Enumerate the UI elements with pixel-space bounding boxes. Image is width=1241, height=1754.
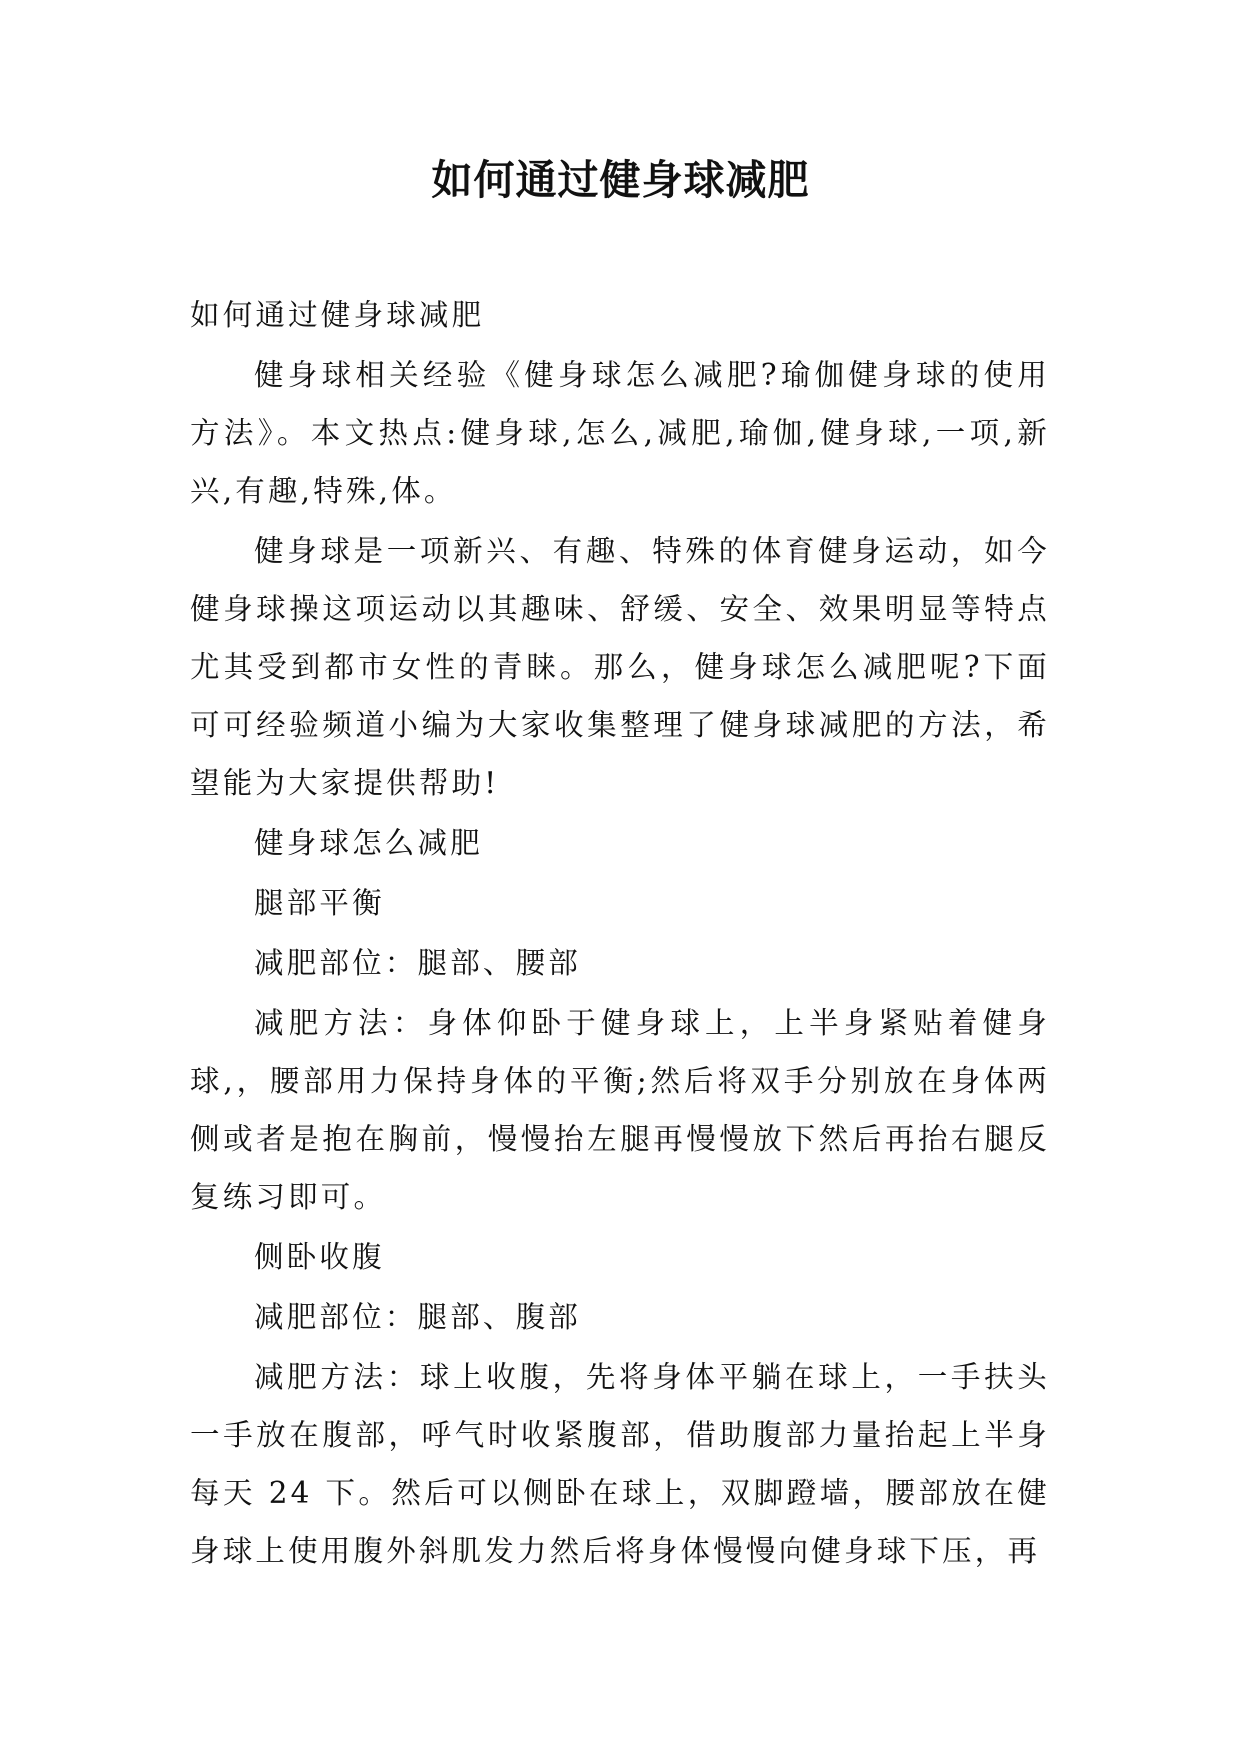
paragraph-related-experience: 健身球相关经验《健身球怎么减肥?瑜伽健身球的使用方法》。本文热点:健身球,怎么,减肥,瑜伽,健身球,一项,新兴,有趣,特殊,体。 [190, 358, 1050, 508]
document-title: 如何通过健身球减肥 [431, 156, 810, 204]
paragraph-heading: 如何通过健身球减肥 [190, 298, 485, 332]
section-heading-how-to-lose-weight: 健身球怎么减肥 [254, 826, 483, 860]
exercise-target-areas: 减肥部位：腿部、腰部 [254, 946, 582, 980]
paragraph-intro: 健身球是一项新兴、有趣、特殊的体育健身运动，如今健身球操这项运动以其趣味、舒缓、安全、效果明显等特点尤其受到都市女性的青睐。那么，健身球怎么减肥呢?下面可可经验频道小编为大家收集整理了健身球减肥的方法，希望能为大家提供帮助! [190, 534, 1050, 800]
exercise-method: 减肥方法：球上收腹，先将身体平躺在球上，一手扶头一手放在腹部，呼气时收紧腹部，借助腹部力量抬起上半身每天 24 下。然后可以侧卧在球上，双脚蹬墙，腰部放在健身球上使用腹外斜肌发力然后将身体慢慢向健身球下压，再 [190, 1360, 1050, 1568]
exercise-title-side-crunch: 侧卧收腹 [254, 1240, 385, 1274]
exercise-method: 减肥方法：身体仰卧于健身球上，上半身紧贴着健身球,，腰部用力保持身体的平衡;然后将双手分别放在身体两侧或者是抱在胸前，慢慢抬左腿再慢慢放下然后再抬右腿反复练习即可。 [190, 1006, 1050, 1214]
exercise-target-areas: 减肥部位：腿部、腹部 [254, 1300, 582, 1334]
exercise-title-leg-balance: 腿部平衡 [254, 886, 385, 920]
document-body [190, 286, 1050, 1582]
